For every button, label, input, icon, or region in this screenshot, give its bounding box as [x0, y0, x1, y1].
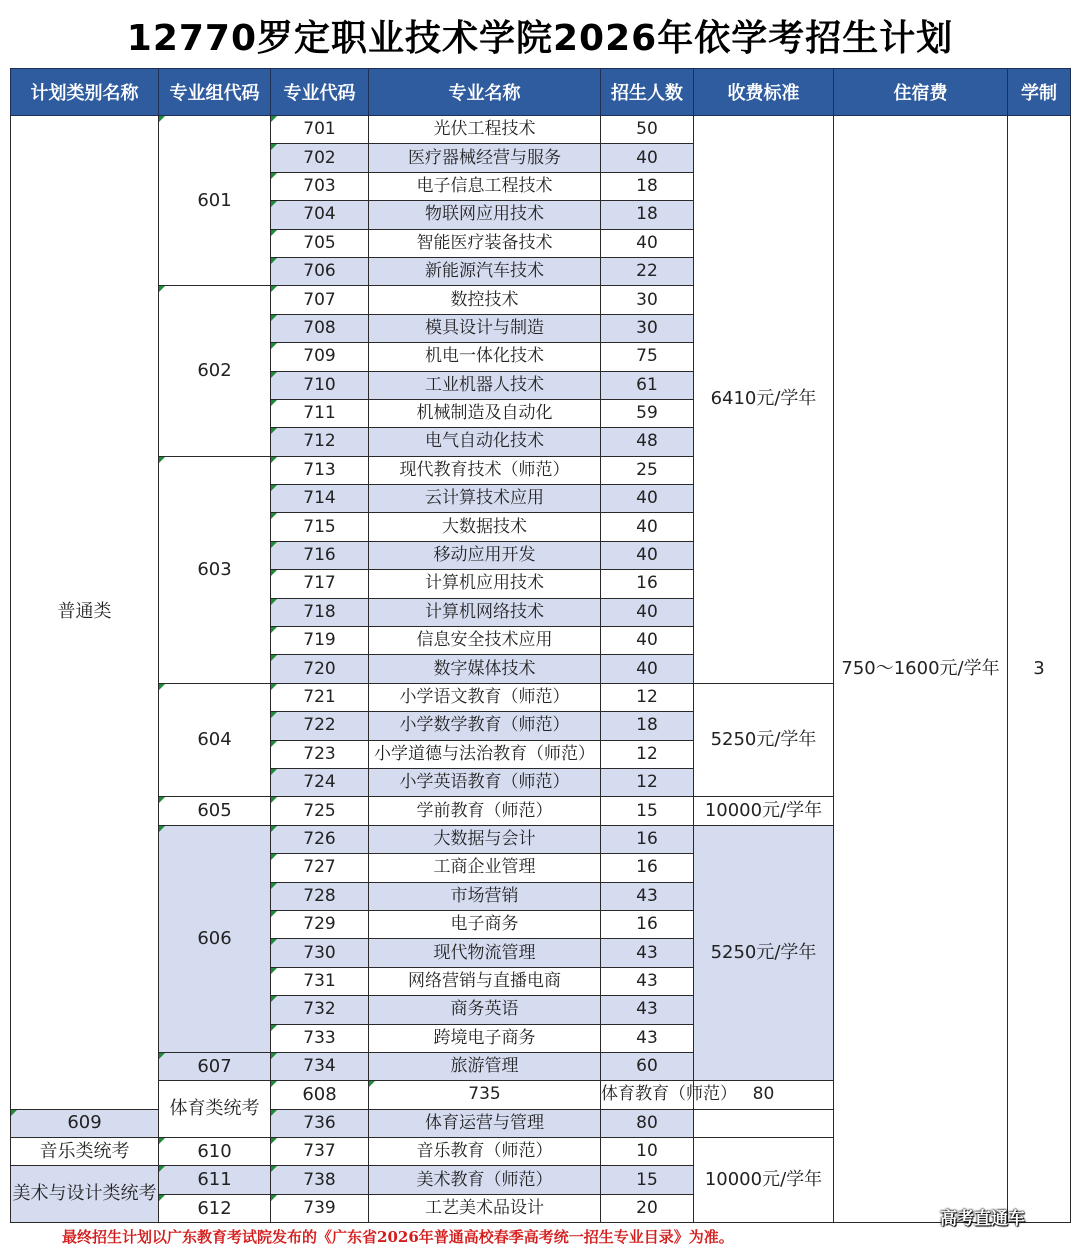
enrollment-cell: 43 — [601, 1024, 694, 1052]
enrollment-cell: 43 — [601, 939, 694, 967]
major-name-cell: 音乐教育（师范） — [369, 1138, 601, 1166]
major-code-cell: 730 — [271, 939, 369, 967]
header-group-code: 专业组代码 — [159, 69, 271, 116]
enrollment-cell: 43 — [601, 882, 694, 910]
major-name-cell: 数控技术 — [369, 286, 601, 314]
enrollment-cell: 75 — [601, 343, 694, 371]
enrollment-cell: 16 — [601, 854, 694, 882]
enrollment-cell: 20 — [601, 1194, 694, 1222]
enrollment-cell: 10 — [601, 1138, 694, 1166]
header-major-name: 专业名称 — [369, 69, 601, 116]
enrollment-cell: 43 — [601, 996, 694, 1024]
major-code-cell: 719 — [271, 627, 369, 655]
enrollment-cell: 16 — [601, 570, 694, 598]
major-name-cell: 计算机应用技术 — [369, 570, 601, 598]
category-cell: 普通类 — [11, 116, 159, 1110]
enrollment-cell: 18 — [601, 172, 694, 200]
enrollment-cell: 16 — [601, 910, 694, 938]
enrollment-cell: 43 — [601, 967, 694, 995]
enrollment-cell: 40 — [601, 144, 694, 172]
enrollment-cell: 30 — [601, 314, 694, 342]
major-name-cell: 跨境电子商务 — [369, 1024, 601, 1052]
enrollment-cell: 12 — [601, 768, 694, 796]
group-code-cell: 608 — [271, 1081, 369, 1109]
major-name-cell: 光伏工程技术 — [369, 116, 601, 144]
group-code-cell: 606 — [159, 825, 271, 1052]
enrollment-cell: 50 — [601, 116, 694, 144]
group-code-cell: 601 — [159, 116, 271, 286]
major-name-cell: 大数据技术 — [369, 513, 601, 541]
major-code-cell: 712 — [271, 428, 369, 456]
group-code-cell: 609 — [11, 1109, 159, 1137]
major-code-cell: 718 — [271, 598, 369, 626]
group-code-cell: 603 — [159, 456, 271, 683]
major-name-cell: 电气自动化技术 — [369, 428, 601, 456]
major-name-cell: 市场营销 — [369, 882, 601, 910]
housing-cell: 750～1600元/学年 — [834, 116, 1008, 1223]
enrollment-cell: 40 — [601, 627, 694, 655]
group-code-cell: 604 — [159, 683, 271, 797]
major-name-cell: 电子商务 — [369, 910, 601, 938]
major-code-cell: 728 — [271, 882, 369, 910]
major-code-cell: 717 — [271, 570, 369, 598]
major-name-cell: 电子信息工程技术 — [369, 172, 601, 200]
group-code-cell: 610 — [159, 1138, 271, 1166]
major-name-cell: 小学道德与法治教育（师范） — [369, 740, 601, 768]
major-code-cell: 726 — [271, 825, 369, 853]
header-tuition: 收费标准 — [694, 69, 834, 116]
enrollment-plan-table — [10, 68, 1071, 1223]
enrollment-cell: 61 — [601, 371, 694, 399]
major-code-cell: 721 — [271, 683, 369, 711]
major-name-cell: 工商企业管理 — [369, 854, 601, 882]
major-code-cell: 708 — [271, 314, 369, 342]
tuition-cell: 5250元/学年 — [694, 683, 834, 797]
enrollment-cell: 40 — [601, 229, 694, 257]
major-name-cell: 信息安全技术应用 — [369, 627, 601, 655]
major-name-cell: 模具设计与制造 — [369, 314, 601, 342]
duration-cell: 3 — [1008, 116, 1071, 1223]
major-code-cell: 731 — [271, 967, 369, 995]
enrollment-cell: 40 — [601, 655, 694, 683]
major-name-cell: 现代教育技术（师范） — [369, 456, 601, 484]
major-code-cell: 705 — [271, 229, 369, 257]
enrollment-cell: 80 — [694, 1081, 834, 1109]
major-code-cell: 704 — [271, 201, 369, 229]
enrollment-cell: 18 — [601, 712, 694, 740]
group-code-cell: 607 — [159, 1052, 271, 1080]
enrollment-cell: 30 — [601, 286, 694, 314]
major-name-cell: 医疗器械经营与服务 — [369, 144, 601, 172]
major-code-cell: 725 — [271, 797, 369, 825]
major-name-cell: 美术教育（师范） — [369, 1166, 601, 1194]
major-code-cell: 716 — [271, 541, 369, 569]
major-code-cell: 707 — [271, 286, 369, 314]
major-code-cell: 732 — [271, 996, 369, 1024]
group-code-cell: 602 — [159, 286, 271, 456]
watermark: 高考直通车 — [940, 1209, 1025, 1229]
major-code-cell: 727 — [271, 854, 369, 882]
major-name-cell: 新能源汽车技术 — [369, 257, 601, 285]
major-code-cell: 713 — [271, 456, 369, 484]
major-name-cell: 旅游管理 — [369, 1052, 601, 1080]
major-code-cell: 729 — [271, 910, 369, 938]
major-code-cell: 702 — [271, 144, 369, 172]
major-code-cell: 701 — [271, 116, 369, 144]
group-code-cell: 612 — [159, 1194, 271, 1222]
major-code-cell: 722 — [271, 712, 369, 740]
category-cell: 音乐类统考 — [11, 1138, 159, 1166]
major-name-cell: 小学语文教育（师范） — [369, 683, 601, 711]
major-code-cell: 737 — [271, 1138, 369, 1166]
major-code-cell: 706 — [271, 257, 369, 285]
enrollment-cell: 16 — [601, 825, 694, 853]
enrollment-cell: 25 — [601, 456, 694, 484]
major-name-cell: 体育教育（师范） — [601, 1081, 694, 1109]
major-code-cell: 736 — [271, 1109, 369, 1137]
header-category: 计划类别名称 — [11, 69, 159, 116]
major-code-cell: 733 — [271, 1024, 369, 1052]
header-housing: 住宿费 — [834, 69, 1008, 116]
group-code-cell: 605 — [159, 797, 271, 825]
enrollment-cell: 40 — [601, 541, 694, 569]
enrollment-cell: 12 — [601, 740, 694, 768]
major-name-cell: 计算机网络技术 — [369, 598, 601, 626]
tuition-cell: 10000元/学年 — [694, 1138, 834, 1223]
header-enrollment: 招生人数 — [601, 69, 694, 116]
enrollment-cell: 12 — [601, 683, 694, 711]
page-title: 12770罗定职业技术学院2026年依学考招生计划 — [126, 17, 954, 59]
major-code-cell: 739 — [271, 1194, 369, 1222]
major-name-cell: 体育运营与管理 — [369, 1109, 601, 1137]
major-name-cell: 机电一体化技术 — [369, 343, 601, 371]
tuition-cell: 10000元/学年 — [694, 797, 834, 825]
major-name-cell: 学前教育（师范） — [369, 797, 601, 825]
major-code-cell: 720 — [271, 655, 369, 683]
table-row — [11, 116, 1071, 144]
major-name-cell: 数字媒体技术 — [369, 655, 601, 683]
enrollment-cell: 48 — [601, 428, 694, 456]
major-code-cell: 738 — [271, 1166, 369, 1194]
major-code-cell: 724 — [271, 768, 369, 796]
enrollment-cell: 60 — [601, 1052, 694, 1080]
major-name-cell: 工业机器人技术 — [369, 371, 601, 399]
category-cell: 体育类统考 — [159, 1081, 271, 1138]
major-name-cell: 智能医疗装备技术 — [369, 229, 601, 257]
major-code-cell: 709 — [271, 343, 369, 371]
header-duration: 学制 — [1008, 69, 1071, 116]
major-name-cell: 云计算技术应用 — [369, 485, 601, 513]
enrollment-cell: 22 — [601, 257, 694, 285]
enrollment-cell: 80 — [601, 1109, 694, 1137]
major-name-cell: 机械制造及自动化 — [369, 399, 601, 427]
tuition-cell: 6410元/学年 — [694, 116, 834, 684]
major-code-cell: 734 — [271, 1052, 369, 1080]
enrollment-cell: 15 — [601, 1166, 694, 1194]
major-name-cell: 网络营销与直播电商 — [369, 967, 601, 995]
enrollment-cell: 15 — [601, 797, 694, 825]
major-code-cell: 710 — [271, 371, 369, 399]
major-code-cell: 715 — [271, 513, 369, 541]
footer-note: 最终招生计划以广东教育考试院发布的《广东省2026年普通高校春季高考统一招生专业目录》为准。 — [62, 1228, 734, 1246]
major-code-cell: 714 — [271, 485, 369, 513]
enrollment-cell: 40 — [601, 485, 694, 513]
category-cell: 美术与设计类统考 — [11, 1166, 159, 1223]
major-code-cell: 711 — [271, 399, 369, 427]
header-row — [11, 69, 1071, 116]
major-code-cell: 735 — [369, 1081, 601, 1109]
group-code-cell: 611 — [159, 1166, 271, 1194]
major-name-cell: 大数据与会计 — [369, 825, 601, 853]
enrollment-cell: 59 — [601, 399, 694, 427]
enrollment-cell: 40 — [601, 513, 694, 541]
major-name-cell: 小学英语教育（师范） — [369, 768, 601, 796]
header-major-code: 专业代码 — [271, 69, 369, 116]
major-name-cell: 工艺美术品设计 — [369, 1194, 601, 1222]
major-name-cell: 小学数学教育（师范） — [369, 712, 601, 740]
tuition-cell: 5250元/学年 — [694, 825, 834, 1081]
major-code-cell: 723 — [271, 740, 369, 768]
major-code-cell: 703 — [271, 172, 369, 200]
major-name-cell: 商务英语 — [369, 996, 601, 1024]
major-name-cell: 现代物流管理 — [369, 939, 601, 967]
enrollment-cell: 18 — [601, 201, 694, 229]
major-name-cell: 移动应用开发 — [369, 541, 601, 569]
enrollment-cell: 40 — [601, 598, 694, 626]
major-name-cell: 物联网应用技术 — [369, 201, 601, 229]
